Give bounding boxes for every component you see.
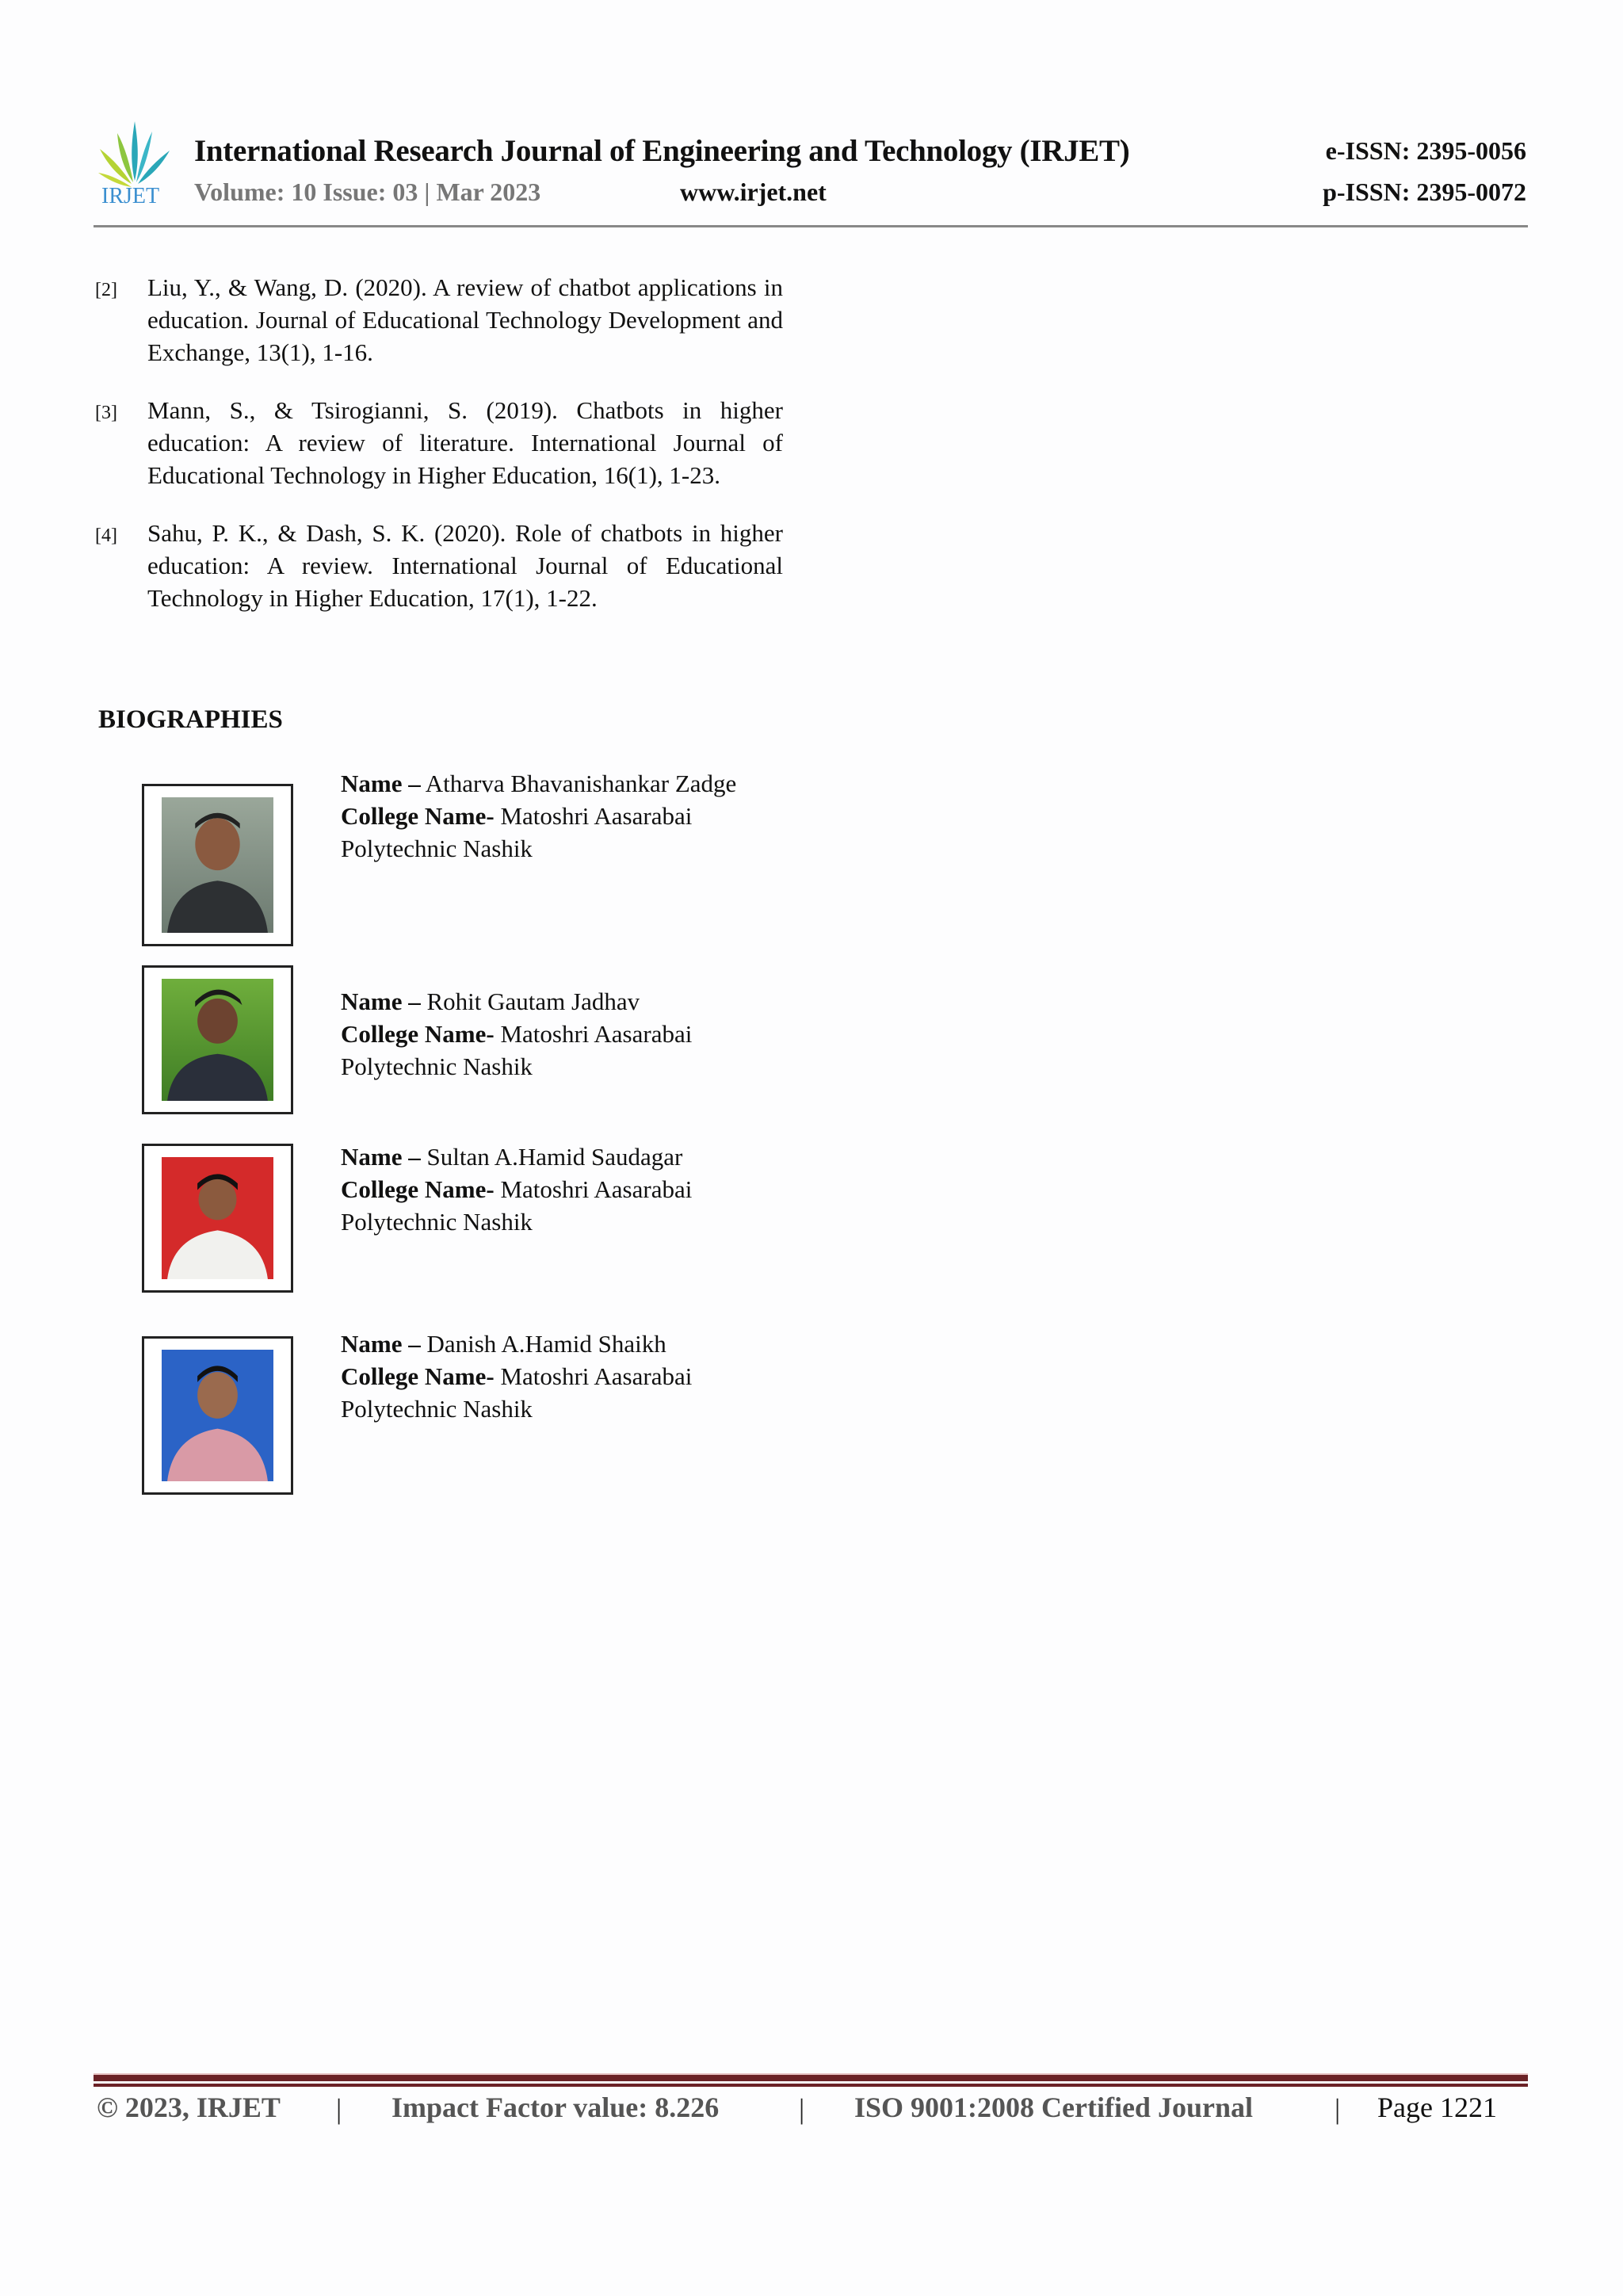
irjet-logo xyxy=(94,117,176,212)
reference-number: [2] xyxy=(95,280,117,300)
name-label: Name – xyxy=(341,1330,421,1358)
biography-entry xyxy=(341,767,753,865)
reference-list xyxy=(95,271,783,640)
author-photo xyxy=(142,1336,293,1495)
name-label: Name – xyxy=(341,988,421,1015)
footer-separator: | xyxy=(336,2093,342,2125)
college-label: College Name- xyxy=(341,1020,495,1048)
author-photo xyxy=(142,784,293,946)
reference-item xyxy=(95,271,783,369)
volume-issue: Volume: 10 Issue: 03 | Mar 2023 xyxy=(194,178,541,206)
college-name: Matoshri Aasarabai Polytechnic Nashik xyxy=(341,1362,693,1423)
college-label: College Name- xyxy=(341,1362,495,1390)
reference-item xyxy=(95,517,783,614)
college-label: College Name- xyxy=(341,802,495,830)
reference-text: Liu, Y., & Wang, D. (2020). A review of chatbot applications in education. Journal of Educational Technology Development and Exchange, 13(1), 1-16. xyxy=(147,273,783,366)
college-name: Matoshri Aasarabai Polytechnic Nashik xyxy=(341,1020,693,1080)
biography-entry xyxy=(341,1328,753,1425)
footer-bar-thin xyxy=(94,2084,1528,2087)
name-label: Name – xyxy=(341,770,421,797)
footer-separator: | xyxy=(799,2093,805,2125)
footer-copyright: © 2023, IRJET xyxy=(97,2092,281,2123)
name-label: Name – xyxy=(341,1143,421,1171)
e-issn: e-ISSN: 2395-0056 xyxy=(1325,136,1526,165)
reference-text: Sahu, P. K., & Dash, S. K. (2020). Role of chatbots in higher education: A review. International Journal of Educational Technology in Higher Education, 17(1), 1-22. xyxy=(147,519,783,612)
website-link[interactable]: www.irjet.net xyxy=(680,178,827,206)
author-name: Rohit Gautam Jadhav xyxy=(426,988,640,1015)
biographies-heading: BIOGRAPHIES xyxy=(98,705,283,734)
p-issn: p-ISSN: 2395-0072 xyxy=(1323,178,1526,206)
author-photo xyxy=(142,965,293,1114)
footer-bar xyxy=(94,2073,1528,2081)
footer-iso: ISO 9001:2008 Certified Journal xyxy=(854,2092,1253,2123)
footer-impact-factor: Impact Factor value: 8.226 xyxy=(391,2092,720,2123)
author-name: Sultan A.Hamid Saudagar xyxy=(426,1143,683,1171)
college-label: College Name- xyxy=(341,1175,495,1203)
reference-item xyxy=(95,394,783,491)
header-divider xyxy=(94,225,1528,227)
journal-title: International Research Journal of Engineering and Technology (IRJET) xyxy=(194,134,1130,168)
footer-page-number: Page 1221 xyxy=(1377,2092,1497,2123)
college-name: Matoshri Aasarabai Polytechnic Nashik xyxy=(341,1175,693,1236)
reference-text: Mann, S., & Tsirogianni, S. (2019). Chatbots in higher education: A review of literature. International Journal of Educational Technology in Higher Education, 16(1), 1-23. xyxy=(147,396,783,489)
reference-number: [3] xyxy=(95,403,117,423)
author-photo xyxy=(142,1144,293,1293)
author-name: Danish A.Hamid Shaikh xyxy=(426,1330,666,1358)
college-name: Matoshri Aasarabai Polytechnic Nashik xyxy=(341,802,693,862)
reference-number: [4] xyxy=(95,525,117,546)
footer-separator: | xyxy=(1335,2093,1341,2125)
author-name: Atharva Bhavanishankar Zadge xyxy=(425,770,737,797)
biography-entry xyxy=(341,1140,753,1238)
logo-text: IRJET xyxy=(101,184,160,208)
biography-entry xyxy=(341,985,753,1083)
